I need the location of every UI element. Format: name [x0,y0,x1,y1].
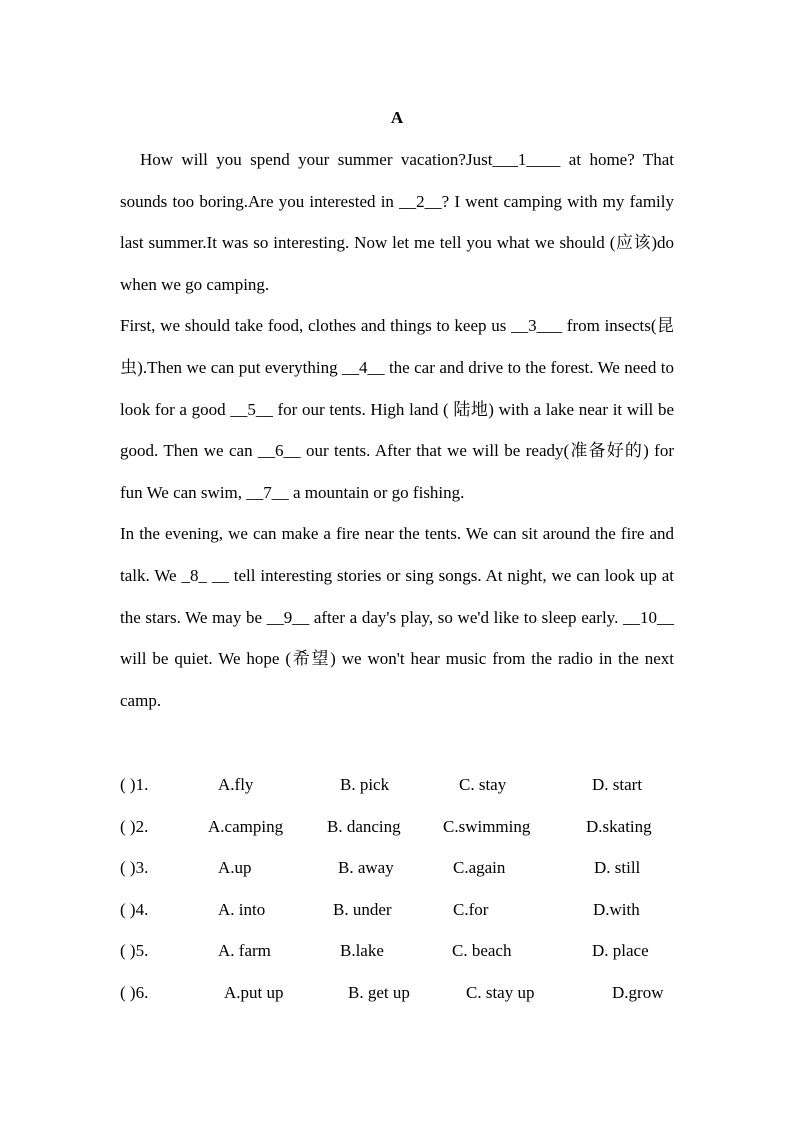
option-c: C.again [453,858,506,878]
section-title: A [390,108,404,127]
option-b: B. get up [348,982,410,1002]
option-c: C. beach [452,941,512,961]
option-d: D.skating [586,816,652,836]
question-number: ( )5. [120,941,149,961]
passage-paragraph-3: In the evening, we can make a fire near the tents. We can sit around the fire and talk. We _8_ __ tell interesting stories or sing songs. At night, we can look up at the stars. We may be __9__ after a day's play, so we'd like to sleep early. __10__ will be quiet. We hope (希望) we won't hear music from the radio in the next camp. [120,524,674,710]
option-c: C. stay up [466,982,535,1002]
option-b: B. under [333,899,392,919]
option-a: A.fly [218,775,254,794]
passage-paragraph-2: First, we should take food, clothes and things to keep us __3___ from insects(昆虫).Then we can put everything __4__ the car and drive to the forest. We need to look for a good __5__ for our tents. High land ( 陆地) with a lake near it will be good. Then we can __6__ our tents. After that we will be ready(准备好的) for fun We can swim, __7__ a mountain or go fishing. [120,316,674,502]
option-d: D.grow [612,982,664,1002]
option-b: B. away [338,858,394,878]
question-list [120,764,674,1014]
option-a: A. farm [218,941,271,961]
cloze-passage [120,139,674,721]
option-c: C.swimming [443,816,531,836]
passage-paragraph-1: How will you spend your summer vacation?Just___1____ at home? That sounds too boring.Are you interested in __2__? I went camping with my family last summer.It was so interesting. Now let me tell you what we should (应该)do when we go camping. [120,150,674,294]
question-row-3 [120,847,674,889]
option-b: B. dancing [327,816,401,836]
question-number: ( )6. [120,982,149,1002]
question-row-1 [120,764,674,806]
option-a: A.camping [208,816,284,836]
question-row-4 [120,889,674,931]
option-b: B. pick [340,775,390,794]
option-d: D. start [592,775,643,794]
option-d: D. place [592,941,649,961]
question-number: ( )1. [120,775,149,794]
option-d: D.with [593,899,640,919]
question-number: ( )4. [120,899,149,919]
option-a: A.put up [224,982,284,1002]
option-c: C.for [453,899,489,919]
option-a: A.up [218,858,252,878]
option-d: D. still [594,858,641,878]
question-row-6 [120,972,674,1014]
option-b: B.lake [340,941,384,961]
option-c: C. stay [459,775,507,794]
option-a: A. into [218,899,266,919]
question-number: ( )2. [120,816,149,836]
question-row-2 [120,806,674,848]
worksheet-page [120,0,674,1123]
question-row-5 [120,930,674,972]
question-number: ( )3. [120,858,149,878]
